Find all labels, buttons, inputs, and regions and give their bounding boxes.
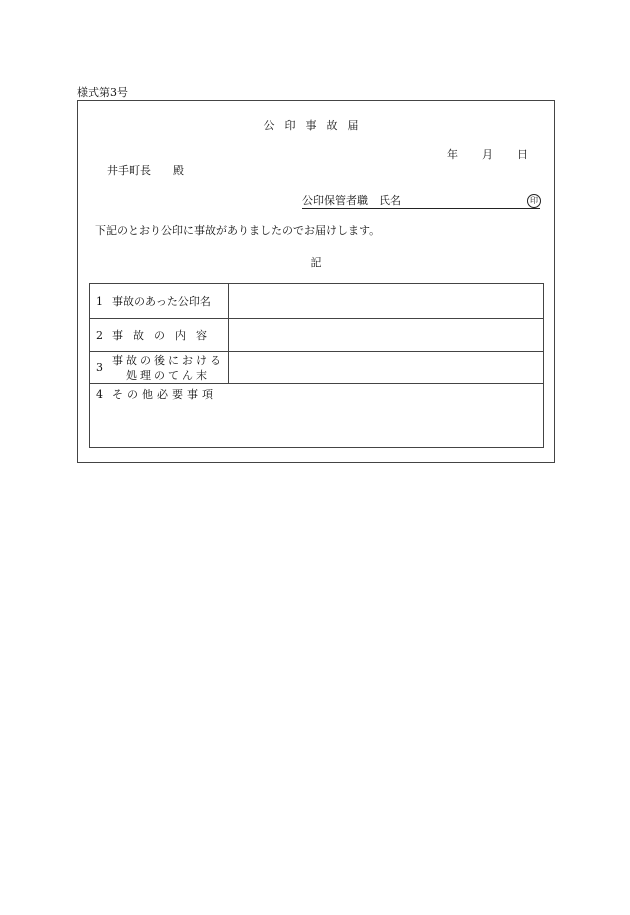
seal-mark: 印 [527, 194, 541, 208]
table-row [90, 352, 544, 384]
item-label-1: 1 事故のあった公印名 [90, 284, 229, 319]
item-value-1[interactable] [229, 284, 544, 319]
notification-form [77, 100, 555, 463]
table-row [90, 284, 544, 319]
item-value-3[interactable] [229, 352, 544, 384]
month-label: 月 [482, 148, 493, 161]
item-label-4: 4 その他必要事項 [90, 384, 544, 448]
item-label-2: 2 事故の内容 [90, 319, 229, 352]
form-number: 様式第3号 [77, 86, 128, 99]
table-row [90, 319, 544, 352]
statement-text: 下記のとおり公印に事故がありましたのでお届けします。 [95, 224, 381, 237]
year-label: 年 [447, 148, 458, 161]
form-title: 公印事故届 [263, 119, 369, 132]
day-label: 日 [517, 148, 528, 161]
applicant-name-field[interactable]: 公印保管者職 氏名 [302, 195, 540, 209]
item-label-3: 3 事故の後における 処理のてん末 [90, 352, 229, 384]
ki-heading: 記 [310, 256, 322, 269]
item-value-2[interactable] [229, 319, 544, 352]
items-table [89, 283, 544, 448]
table-row [90, 384, 544, 448]
addressee: 井手町長 殿 [107, 164, 184, 177]
date-row [447, 149, 528, 160]
